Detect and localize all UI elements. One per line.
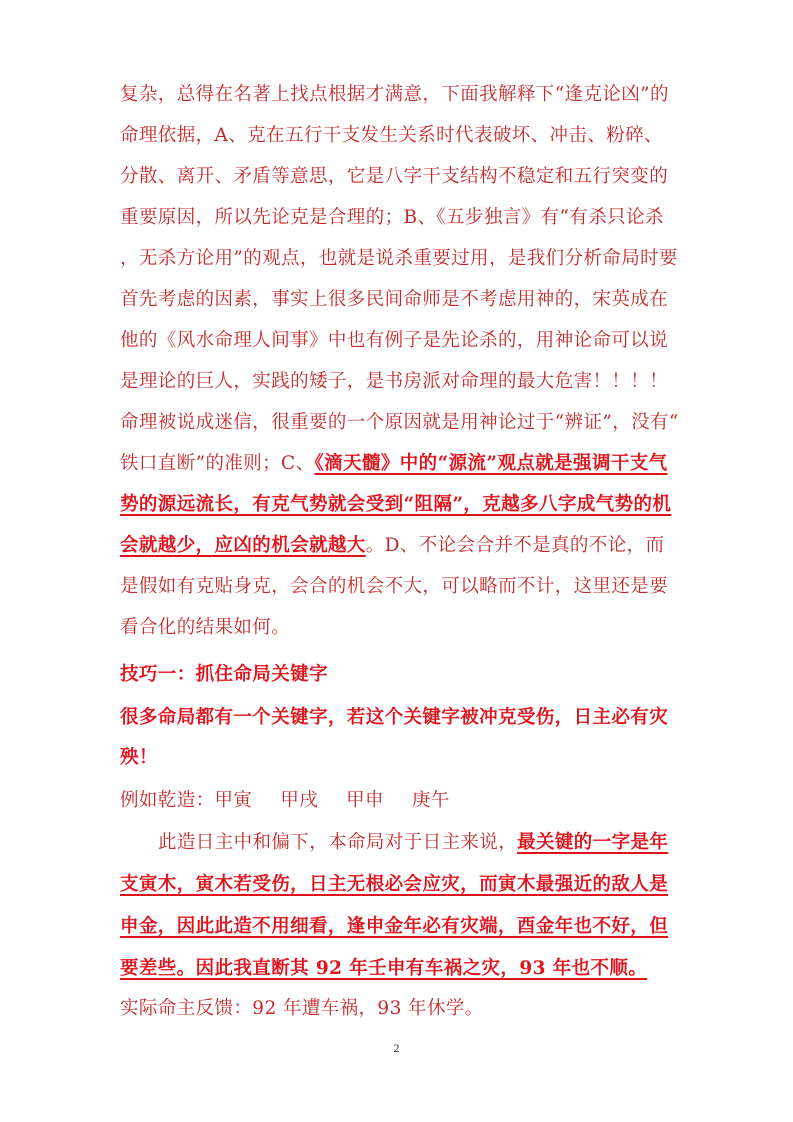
analysis-line-3 [120, 912, 668, 942]
example-chart [120, 786, 450, 816]
text-line-12-plain: 。D、不论会合并不是真的不论，而 [365, 535, 665, 556]
analysis-line-1-plain: 此造日主中和偏下，本命局对于日主来说， [158, 832, 518, 853]
text-line-3: 分散、离开、矛盾等意思，它是八字干支结构不稳定和五行突变的 [120, 166, 669, 187]
analysis-line-4 [120, 954, 647, 984]
text-line-11 [120, 490, 671, 520]
text-line-7: 他的《风水命理人间事》中也有例子是先论杀的，用神论命可以说 [120, 330, 669, 351]
text-line-10-emphasis: 《滴天髓》中的“源流”观点就是强调干支气 [314, 453, 668, 474]
pillar-month: 甲戌 [280, 790, 319, 811]
pillar-day: 甲申 [346, 790, 384, 811]
section-lead-line-2: 殃！ [120, 747, 158, 768]
analysis-line-1 [158, 828, 668, 858]
text-line-13: 是假如有克贴身克，会合的机会不大，可以略而不计，这里还是要 [120, 576, 669, 597]
text-line-4: 重要原因，所以先论克是合理的；B、《五步独言》有“有杀只论杀 [120, 207, 664, 228]
pillar-year: 甲寅 [214, 790, 253, 811]
page-number: 2 [393, 1041, 400, 1055]
text-line-6: 首先考虑的因素，事实上很多民间命师是不考虑用神的，宋英成在 [120, 289, 669, 310]
text-line-10-plain: 铁口直断”的准则；C、 [120, 453, 315, 474]
analysis-line-3-emphasis: 申金，因此此造不用细看，逢申金年必有灾端，酉金年也不好，但 [120, 916, 669, 937]
analysis-line-4-emphasis: 要差些。因此我直断其 92 年壬申有车祸之灾，93 年也不顺。 [120, 958, 648, 979]
text-line-14: 看合化的结果如何。 [120, 617, 291, 638]
text-line-12-emphasis: 会就越少，应凶的机会就越大 [120, 535, 366, 556]
section-title: 技巧一：抓住命局关键字 [120, 664, 328, 685]
feedback-line: 实际命主反馈：92 年遭车祸，93 年休学。 [120, 998, 484, 1019]
text-line-9: 命理被说成迷信，很重要的一个原因就是用神论过于“辨证”，没有“ [120, 412, 679, 433]
text-line-12 [120, 531, 664, 561]
text-line-8: 是理论的巨人，实践的矮子，是书房派对命理的最大危害！！！！ [120, 371, 669, 392]
section-lead-line-1: 很多命局都有一个关键字，若这个关键字被冲克受伤，日主必有灾 [120, 707, 669, 728]
text-line-11-emphasis: 势的源远流长，有克气势就会受到“阻隔”，克越多八字成气势的机 [120, 494, 672, 515]
analysis-line-1-emphasis: 最关键的一字是年 [517, 832, 669, 853]
text-line-5: ，无杀方论用”的观点，也就是说杀重要过用，是我们分析命局时要 [120, 248, 678, 269]
example-label: 例如乾造： [120, 790, 215, 811]
analysis-line-2-emphasis: 支寅木，寅木若受伤，日主无根必会应灾，而寅木最强近的敌人是 [120, 874, 669, 895]
pillar-hour: 庚午 [411, 790, 450, 811]
text-line-2: 命理依据，A、克在五行干支发生关系时代表破坏、冲击、粉碎、 [120, 125, 663, 146]
text-line-10 [120, 449, 668, 479]
analysis-line-2 [120, 870, 668, 900]
text-line-1: 复杂，总得在名著上找点根据才满意，下面我解释下“逢克论凶”的 [120, 84, 669, 105]
